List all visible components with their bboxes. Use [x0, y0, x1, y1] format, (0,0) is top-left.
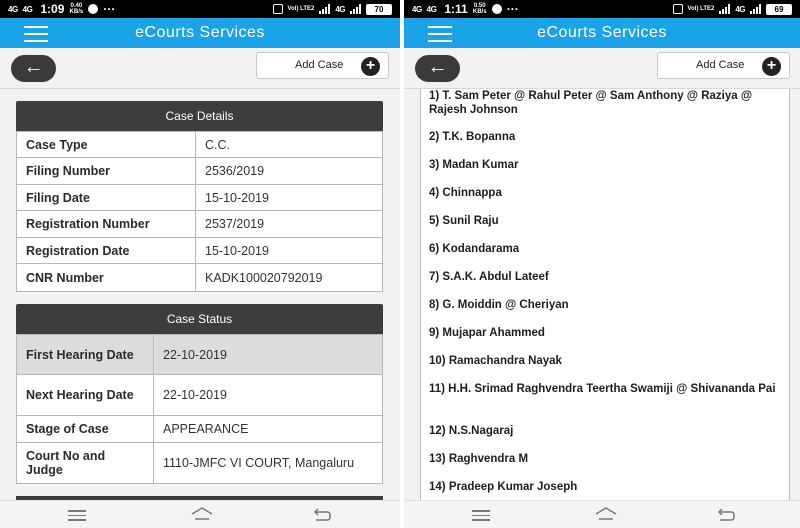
- app-bar: [0, 18, 400, 48]
- app-title: eCourts Services: [135, 24, 265, 41]
- list-item: 2) T.K. Bopanna: [429, 131, 516, 143]
- row-key: First Hearing Date: [17, 335, 154, 375]
- row-key: Next Hearing Date: [17, 375, 154, 416]
- row-value: C.C.: [196, 132, 383, 158]
- network-speed: 0.40 KB/s: [69, 3, 84, 15]
- parties-list: [420, 89, 790, 501]
- row-value: APPEARANCE: [154, 416, 383, 443]
- network-speed: 0.50 KB/s: [472, 3, 487, 15]
- row-value: 2536/2019: [196, 158, 383, 185]
- table-row: [17, 375, 383, 416]
- chat-icon: [492, 4, 502, 14]
- vibrate-icon: [273, 4, 283, 14]
- divider: [0, 88, 400, 89]
- table-row: [17, 158, 383, 185]
- row-value: 15-10-2019: [196, 185, 383, 211]
- recent-apps-icon[interactable]: [472, 510, 490, 524]
- table-row: [17, 132, 383, 158]
- clock: 1:11: [444, 2, 468, 16]
- signal-label-2: 4G: [22, 4, 33, 14]
- arrow-left-icon: ←: [23, 56, 44, 78]
- back-icon[interactable]: [716, 508, 736, 522]
- app-title: eCourts Services: [537, 24, 667, 41]
- home-icon[interactable]: [190, 507, 214, 521]
- plus-circle-icon: +: [361, 57, 380, 76]
- row-key: Stage of Case: [17, 416, 154, 443]
- more-notifications: ···: [506, 2, 519, 16]
- home-icon[interactable]: [594, 507, 618, 521]
- case-status-header: Case Status: [16, 304, 383, 334]
- list-item: 11) H.H. Srimad Raghvendra Teertha Swamiji @ Shivananda Pai: [429, 383, 776, 395]
- signal-bars-icon: [319, 4, 330, 14]
- arrow-left-icon: ←: [427, 56, 448, 78]
- table-row: [17, 443, 383, 484]
- list-item: 14) Pradeep Kumar Joseph: [429, 481, 578, 493]
- net-label: 4G: [735, 4, 745, 14]
- nav-bar: [404, 500, 800, 528]
- table-row: [17, 264, 383, 292]
- signal-label: 4G: [412, 4, 422, 14]
- signal-label-2: 4G: [426, 4, 437, 14]
- signal-bars-icon: [350, 4, 361, 14]
- list-item: 6) Kodandarama: [429, 243, 520, 255]
- more-notifications: ···: [103, 2, 116, 16]
- battery-icon: 70: [366, 4, 392, 15]
- list-item: 5) Sunil Raju: [429, 215, 499, 227]
- list-item: 13) Raghvendra M: [429, 453, 529, 465]
- table-row: [17, 211, 383, 238]
- clock: 1:09: [40, 2, 65, 16]
- lte-label: Vol) LTE2: [687, 6, 715, 12]
- signal-bars-icon: [719, 4, 730, 14]
- table-row: [17, 335, 383, 375]
- plus-circle-icon: +: [762, 57, 781, 76]
- case-status-section: [16, 304, 383, 484]
- case-details-section: [16, 101, 383, 292]
- chat-icon: [88, 4, 98, 14]
- row-key: Case Type: [17, 132, 196, 158]
- row-key: Court No and Judge: [17, 443, 154, 484]
- table-row: [17, 416, 383, 443]
- signal-bars-icon: [750, 4, 761, 14]
- row-value: 22-10-2019: [154, 375, 383, 416]
- case-details-header: Case Details: [16, 101, 383, 131]
- row-key: Registration Date: [17, 238, 196, 264]
- case-details-table: [16, 131, 383, 292]
- list-item: 7) S.A.K. Abdul Lateef: [429, 271, 549, 283]
- list-item: 3) Madan Kumar: [429, 159, 519, 171]
- list-item: 8) G. Moiddin @ Cheriyan: [429, 299, 569, 311]
- status-bar: [404, 0, 800, 18]
- list-item: 4) Chinnappa: [429, 187, 502, 199]
- table-row: [17, 238, 383, 264]
- back-icon[interactable]: [312, 508, 332, 522]
- battery-icon: 69: [766, 4, 792, 15]
- recent-apps-icon[interactable]: [68, 510, 86, 524]
- lte-label: Vol) LTE2: [287, 6, 315, 12]
- back-button[interactable]: [11, 55, 56, 82]
- add-case-button[interactable]: [256, 52, 389, 79]
- nav-bar: [0, 500, 400, 528]
- row-value: 1110-JMFC VI COURT, Mangaluru: [154, 443, 383, 484]
- add-case-label: Add Case: [696, 59, 745, 71]
- row-key: Filing Number: [17, 158, 196, 185]
- list-item: 10) Ramachandra Nayak: [429, 355, 562, 367]
- table-row: [17, 185, 383, 211]
- add-case-label: Add Case: [295, 59, 344, 71]
- add-case-button[interactable]: [657, 52, 790, 79]
- right-screen: [404, 0, 800, 528]
- case-status-table: [16, 334, 383, 484]
- list-item: 1) T. Sam Peter @ Rahul Peter @ Sam Anthony @ Raziya @ Rajesh Johnson: [429, 90, 753, 116]
- row-value: KADK100020792019: [196, 264, 383, 292]
- row-key: CNR Number: [17, 264, 196, 292]
- back-button[interactable]: [415, 55, 460, 82]
- signal-label: 4G: [8, 4, 18, 14]
- row-key: Registration Number: [17, 211, 196, 238]
- net-label: 4G: [335, 4, 345, 14]
- status-bar: [0, 0, 400, 18]
- row-value: 2537/2019: [196, 211, 383, 238]
- list-item: 12) N.S.Nagaraj: [429, 425, 514, 437]
- vibrate-icon: [673, 4, 683, 14]
- list-item: 9) Mujapar Ahammed: [429, 327, 545, 339]
- row-key: Filing Date: [17, 185, 196, 211]
- row-value: 15-10-2019: [196, 238, 383, 264]
- app-bar: [404, 18, 800, 48]
- row-value: 22-10-2019: [154, 335, 383, 375]
